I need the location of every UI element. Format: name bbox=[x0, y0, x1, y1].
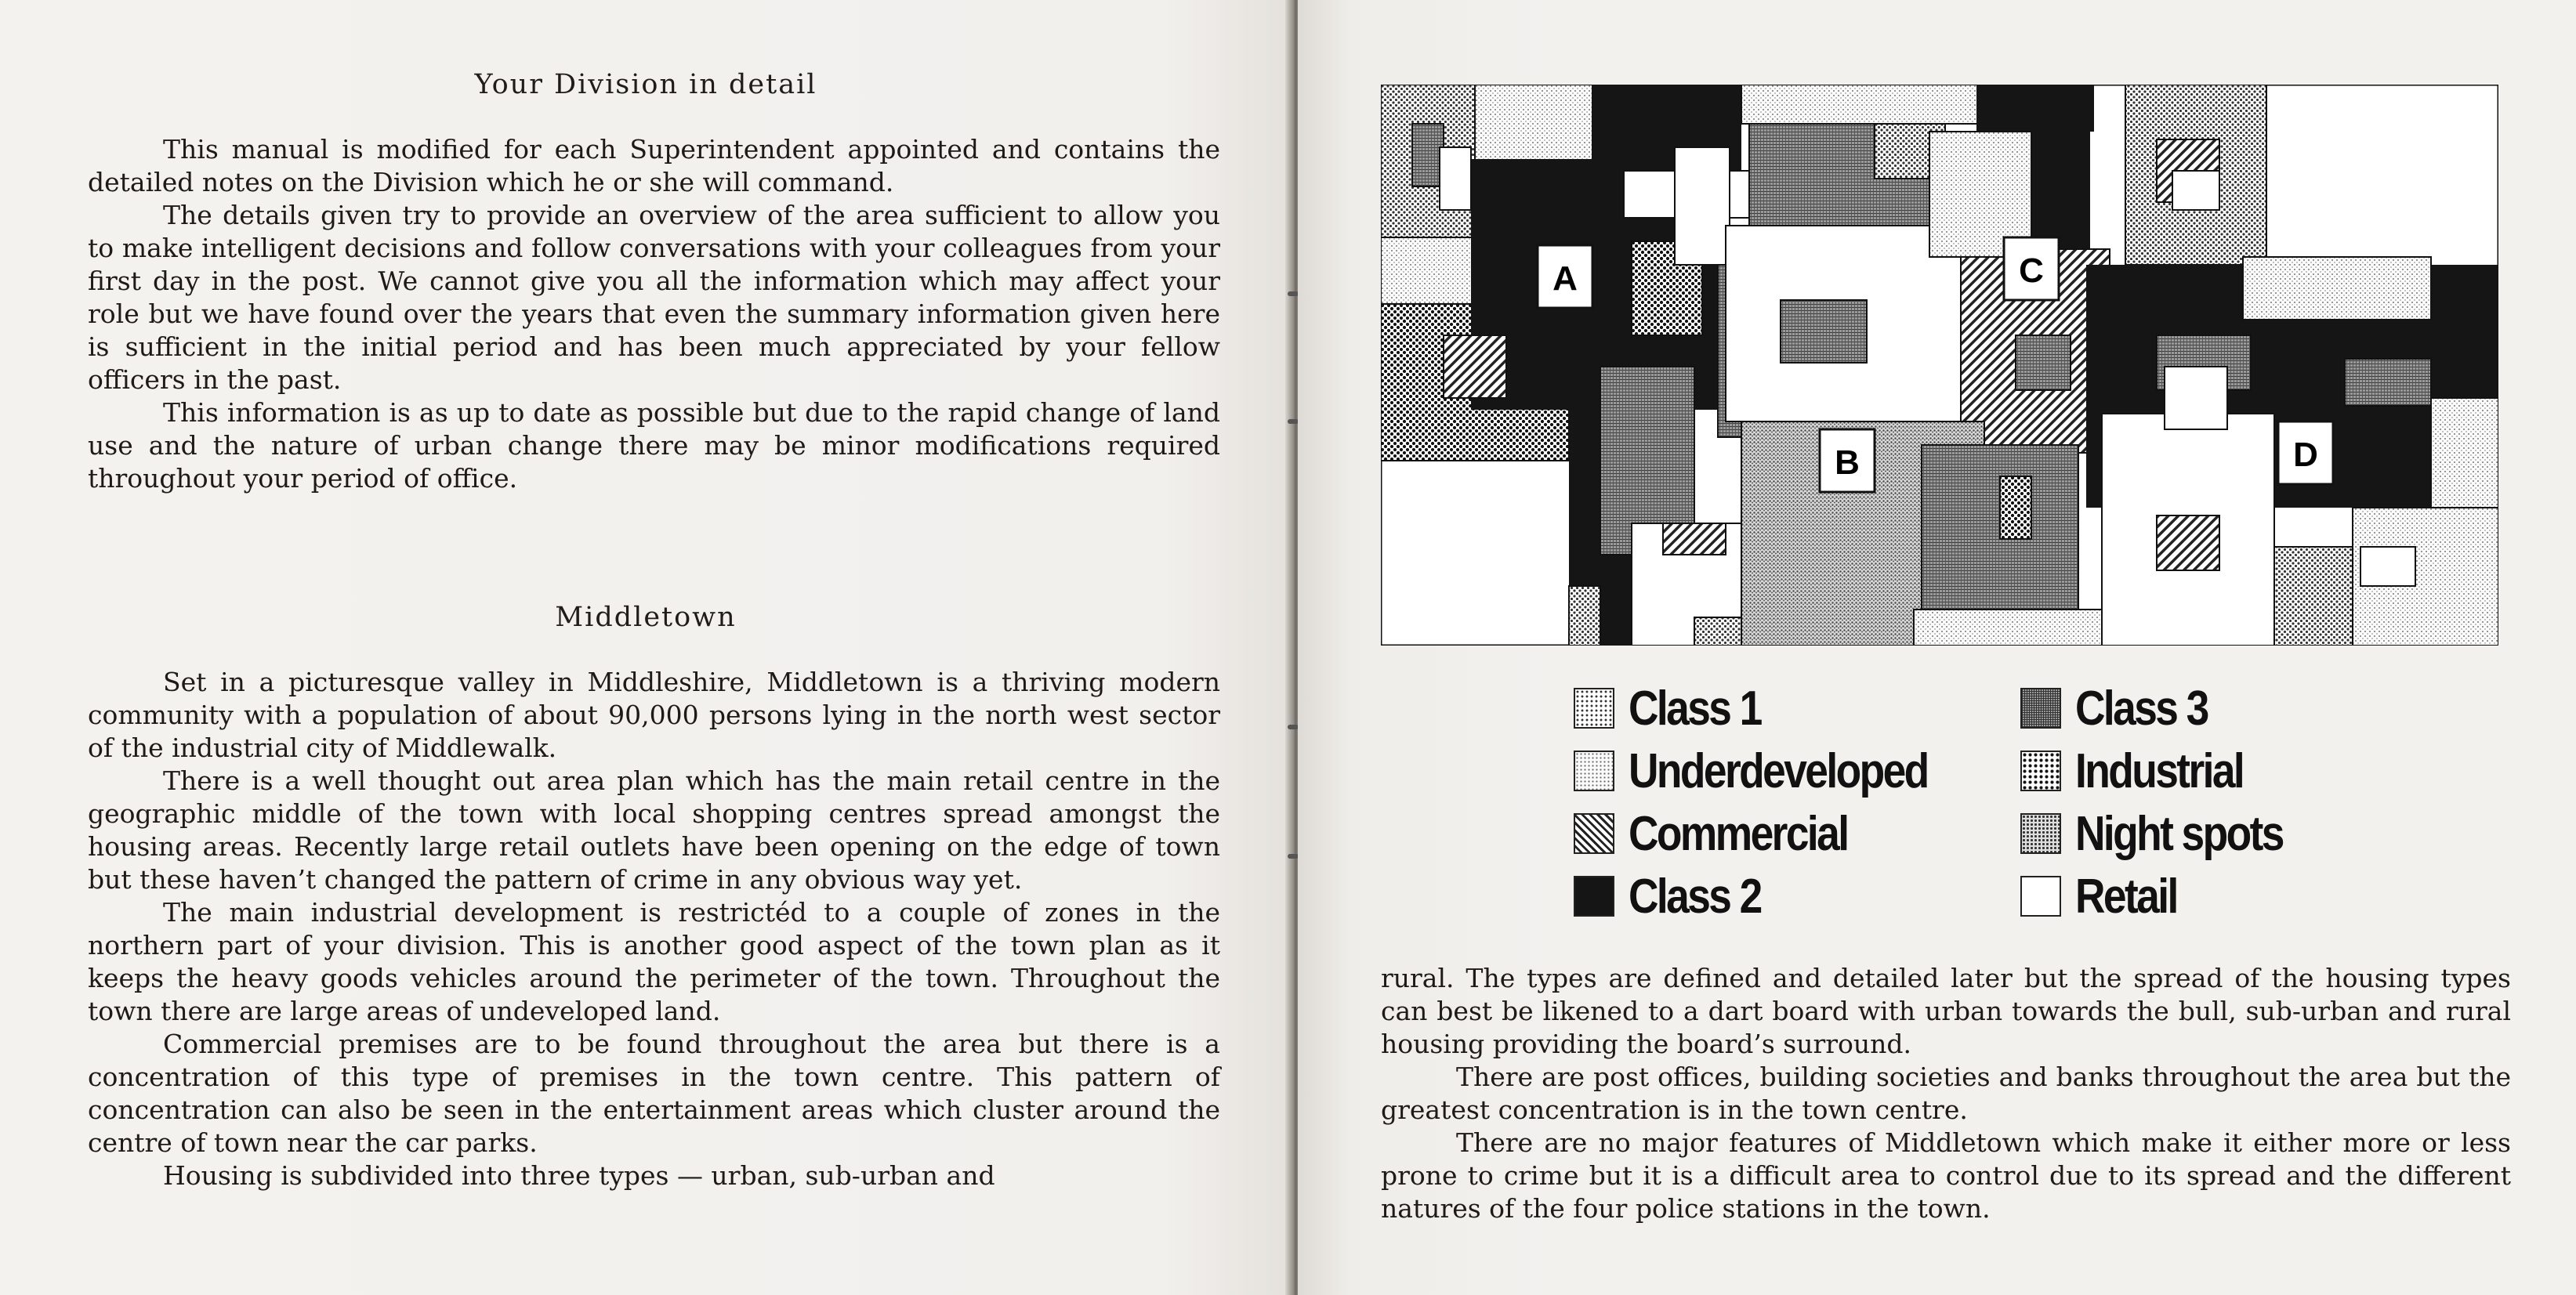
division-heading: Your Division in detail bbox=[474, 69, 817, 100]
division-intro-text bbox=[88, 133, 1220, 495]
paragraph: Commercial premises are to be found throughout the area but there is a concentration of this type of premises in the town centre. This pattern of concentration can also be seen in the entertainment areas which cluster around the centre of town near the car parks. bbox=[88, 1029, 1220, 1158]
paragraph: This manual is modified for each Superintendent appointed and contains the detailed notes on the Division which he or she will command. bbox=[88, 134, 1220, 197]
staple bbox=[1288, 419, 1299, 424]
legend-label: Industrial bbox=[2075, 743, 2244, 798]
legend-label: Underdeveloped bbox=[1629, 743, 1928, 798]
zone-retail bbox=[2360, 547, 2415, 586]
paragraph: Set in a picturesque valley in Middleshire, Middletown is a thriving modern community with a population of about 90,000 persons lying in the north west sector of the industrial city of Middlewalk. bbox=[88, 667, 1220, 763]
svg-text:A: A bbox=[1552, 259, 1578, 298]
legend-item-nightspots bbox=[2020, 805, 2317, 862]
legend-label: Retail bbox=[2075, 869, 2177, 924]
paragraph: The main industrial development is restrictéd to a couple of zones in the northern part of your division. This is another good aspect of the town plan as it keeps the heavy goods vehicles around the perimeter of the town. Throughout the town there are large areas of undeveloped land. bbox=[88, 897, 1220, 1026]
staple bbox=[1288, 725, 1299, 729]
zone-class3 bbox=[2016, 335, 2071, 390]
paragraph: There are post offices, building societies and banks throughout the area but the greatest concentration is in the town centre. bbox=[1381, 1062, 2511, 1125]
paragraph: rural. The types are defined and detailed later but the spread of the housing types can best be likened to a dart board with urban towards the bull, sub-urban and rural housing providing the board’s surround. bbox=[1381, 963, 2511, 1059]
station-label-d bbox=[2278, 421, 2333, 484]
legend-item-underdeveloped bbox=[1574, 743, 1976, 799]
commercial-icon bbox=[1574, 813, 1614, 854]
paragraph: This information is as up to date as possible but due to the rapid change of land use and the nature of urban change there may be minor modifications required throughout your period of office. bbox=[88, 397, 1220, 494]
zone-retail bbox=[1440, 147, 1471, 210]
legend-item-class2 bbox=[1574, 868, 1782, 924]
svg-text:D: D bbox=[2293, 436, 2318, 474]
paragraph: Housing is subdivided into three types — urban, sub-urban and bbox=[163, 1160, 995, 1191]
zone-underdeveloped bbox=[1475, 85, 1592, 171]
zone-class3 bbox=[2345, 359, 2431, 406]
staple bbox=[1288, 854, 1299, 859]
middletown-heading: Middletown bbox=[555, 602, 737, 633]
zone-commercial bbox=[2157, 515, 2219, 570]
zone-retail bbox=[2172, 171, 2219, 210]
station-label-a bbox=[1538, 245, 1592, 308]
zone-underdeveloped bbox=[2243, 257, 2431, 320]
map-legend bbox=[1574, 680, 2357, 931]
station-label-b bbox=[1820, 429, 1875, 492]
legend-item-retail bbox=[2020, 868, 2194, 924]
paragraph: There is a well thought out area plan which has the main retail centre in the geographic middle of the town with local shopping centres spread amongst the housing areas. Recently large retail outlets have been opening on the edge of town but these haven’t changed the pattern of crime in any obvious way yet. bbox=[88, 765, 1220, 895]
zone-underdeveloped bbox=[1741, 85, 1984, 124]
industrial-icon bbox=[2020, 751, 2061, 791]
right-page-text bbox=[1381, 962, 2511, 1225]
class2-icon bbox=[1574, 876, 1614, 917]
zone-class1 bbox=[1569, 586, 1600, 646]
zone-industrial bbox=[2000, 476, 2031, 539]
paragraph: There are no major features of Middletown which make it either more or less prone to crime but it is a difficult area to control due to its spread and the different natures of the four police stations in the town. bbox=[1381, 1127, 2511, 1224]
legend-item-class1 bbox=[1574, 680, 1782, 736]
class3-icon bbox=[2020, 688, 2061, 729]
zone-class3 bbox=[1781, 300, 1867, 363]
class1-icon bbox=[1574, 688, 1614, 729]
middletown-text bbox=[88, 666, 1220, 1192]
legend-item-class3 bbox=[2020, 680, 2229, 736]
paragraph: The details given try to provide an overview of the area sufficient to allow you to make intelligent decisions and follow conversations with your colleagues from your first day in the post. We cannot give you all the information which may affect your role but we have found over the years that even the summary information given here is sufficient in the initial period and has been much appreciated by your fellow officers in the past. bbox=[88, 200, 1220, 395]
staple bbox=[1288, 291, 1299, 296]
zone-retail bbox=[1675, 147, 1730, 265]
zone-underdeveloped bbox=[2431, 398, 2498, 523]
underdeveloped-icon bbox=[1574, 751, 1614, 791]
legend-label: Class 3 bbox=[2075, 681, 2208, 736]
svg-text:C: C bbox=[2019, 251, 2044, 290]
zone-commercial bbox=[1444, 335, 1506, 398]
station-label-c bbox=[2004, 237, 2059, 300]
legend-label: Night spots bbox=[2075, 806, 2283, 861]
legend-item-industrial bbox=[2020, 743, 2270, 799]
zone-retail bbox=[2165, 367, 2227, 429]
legend-label: Commercial bbox=[1629, 806, 1848, 861]
legend-item-commercial bbox=[1574, 805, 1883, 862]
division-map bbox=[1381, 85, 2498, 646]
legend-label: Class 1 bbox=[1629, 681, 1761, 736]
nightspots-icon bbox=[2020, 813, 2061, 854]
retail-icon bbox=[2020, 876, 2061, 917]
legend-label: Class 2 bbox=[1629, 869, 1761, 924]
svg-text:B: B bbox=[1835, 443, 1860, 482]
zone-commercial bbox=[1663, 523, 1726, 555]
